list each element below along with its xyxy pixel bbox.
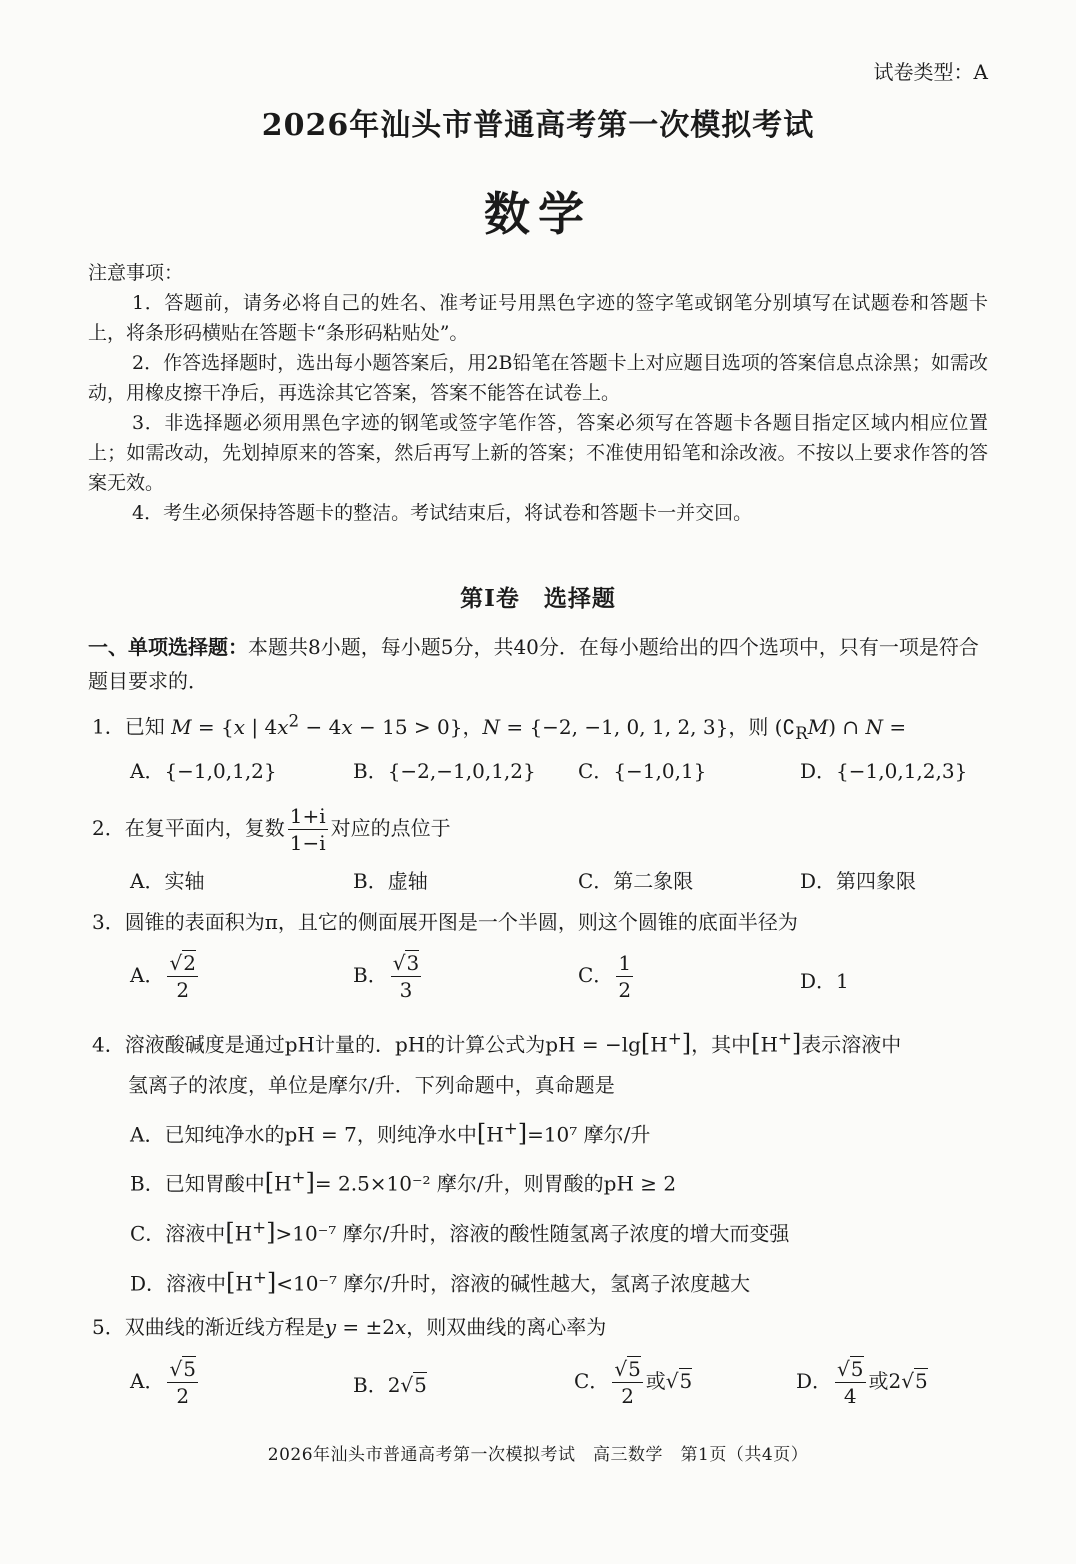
q4-option-a: A．已知纯净水的pH = 7，则纯净水中[H+]=10⁷ 摩尔/升 — [130, 1119, 651, 1148]
question-number: 3． — [92, 910, 125, 934]
q3-option-a: A． $\frac{√2}{2}$ — [130, 951, 196, 1002]
question-5-stem: 5．双曲线的渐近线方程是y = ±2x，则双曲线的离心率为 — [92, 1315, 607, 1339]
q4-option-c: C．溶液中[H+]>10⁻⁷ 摩尔/升时，溶液的酸性随氢离子浓度的增大而变强 — [130, 1218, 790, 1247]
q3-option-c: C． $\frac{1}{2}$ — [578, 951, 632, 1002]
question-number: 4． — [92, 1032, 125, 1057]
q1-option-d: D．{−1,0,1,2,3} — [800, 759, 968, 783]
subject-title: 数学 — [484, 187, 592, 241]
q2-option-c: C．第二象限 — [578, 869, 694, 893]
q3-option-b: B． $\frac{√3}{3}$ — [353, 951, 420, 1002]
q1-option-a: A．{−1,0,1,2} — [130, 759, 277, 783]
q2-option-a: A．实轴 — [130, 869, 205, 893]
q1-option-c: C．{−1,0,1} — [578, 759, 707, 783]
question-4-stem: 4．溶液酸碱度是通过pH计量的．pH的计算公式为pH = −lg[H+]，其中[H+]表示溶液中 — [92, 1029, 902, 1058]
q1-option-b: B．{−2,−1,0,1,2} — [353, 759, 536, 783]
q2-option-d: D．第四象限 — [800, 869, 917, 893]
q4-option-b: B．已知胃酸中[H+]= 2.5×10⁻² 摩尔/升，则胃酸的pH ≥ 2 — [130, 1168, 677, 1197]
notice-item-2: 2．作答选择题时，选出每小题答案后，用2B铅笔在答题卡上对应题目选项的答案信息点涂黑；如需改动，用橡皮擦干净后，再选涂其它答案，答案不能答在试卷上。 — [88, 352, 988, 404]
exam-title: 2026年汕头市普通高考第一次模拟考试 — [261, 108, 815, 143]
math-expression: M = {x | $4x^2 - 4x - 15 > 0$}，N = {−2, −1, 0, 1, 2, 3}，则 $(∁_RM)$ ∩ N = — [171, 711, 907, 743]
question-text: 圆锥的表面积为π，且它的侧面展开图是一个半圆，则这个圆锥的底面半径为 — [124, 910, 798, 934]
question-number: 2． — [92, 816, 125, 840]
question-text: 在复平面内，复数 — [124, 816, 285, 840]
question-text: 对应的点位于 — [330, 816, 451, 840]
q5-option-a: A． $\frac{√5}{2}$ — [130, 1357, 196, 1408]
q3-option-d: D．1 — [800, 969, 849, 993]
q5-option-d: D． $\frac{√5}{4}$ 或2√5 — [796, 1357, 928, 1408]
q5-option-c: C． $\frac{√5}{2}$ 或√5 — [574, 1357, 693, 1408]
notice-item-3: 3．非选择题必须用黑色字迹的钢笔或签字笔作答，答案必须写在答题卡各题目指定区域内相应位置上；如需改动，先划掉原来的答案，然后再写上新的答案；不准使用铅笔和涂改液。不按以上要求作答的答案无效。 — [88, 412, 988, 494]
part-heading — [88, 630, 988, 698]
notice-item-1: 1．答题前，请务必将自己的姓名、准考证号用黑色字迹的签字笔或钢笔分别填写在试题卷和答题卡上，将条形码横贴在答题卡“条形码粘贴处”。 — [88, 292, 988, 344]
question-text: 已知 — [124, 714, 165, 739]
q2-option-b: B．虚轴 — [353, 869, 428, 893]
notice-item-4: 4．考生必须保持答题卡的整洁。考试结束后，将试卷和答题卡一并交回。 — [132, 502, 753, 524]
q4-option-d: D．溶液中[H+]<10⁻⁷ 摩尔/升时，溶液的碱性越大，氢离子浓度越大 — [130, 1268, 751, 1297]
fraction: $\frac{1+i}{1-i}$ — [289, 804, 326, 855]
question-number: 1． — [92, 714, 125, 739]
question-2-stem — [92, 803, 451, 856]
part-label: 一、单项选择题： — [88, 635, 248, 659]
question-3-stem — [92, 907, 798, 937]
question-4-line2: 氢离子的浓度，单位是摩尔/升．下列命题中，真命题是 — [128, 1073, 615, 1097]
notice-title: 注意事项： — [88, 262, 184, 284]
page-footer: 2026年汕头市普通高考第一次模拟考试 高三数学 第1页（共4页） — [267, 1445, 809, 1465]
part-description: 本题共8小题，每小题5分，共40分．在每小题给出的四个选项中，只有一项是符合题目要求的． — [88, 635, 979, 693]
q5-option-b: B．2√5 — [353, 1373, 427, 1397]
paper-type: 试卷类型：A — [873, 60, 988, 84]
notice-list — [88, 288, 988, 528]
section-title: 第Ⅰ卷 选择题 — [460, 585, 616, 612]
question-number: 5． — [92, 1315, 125, 1339]
question-1-stem — [92, 706, 906, 749]
